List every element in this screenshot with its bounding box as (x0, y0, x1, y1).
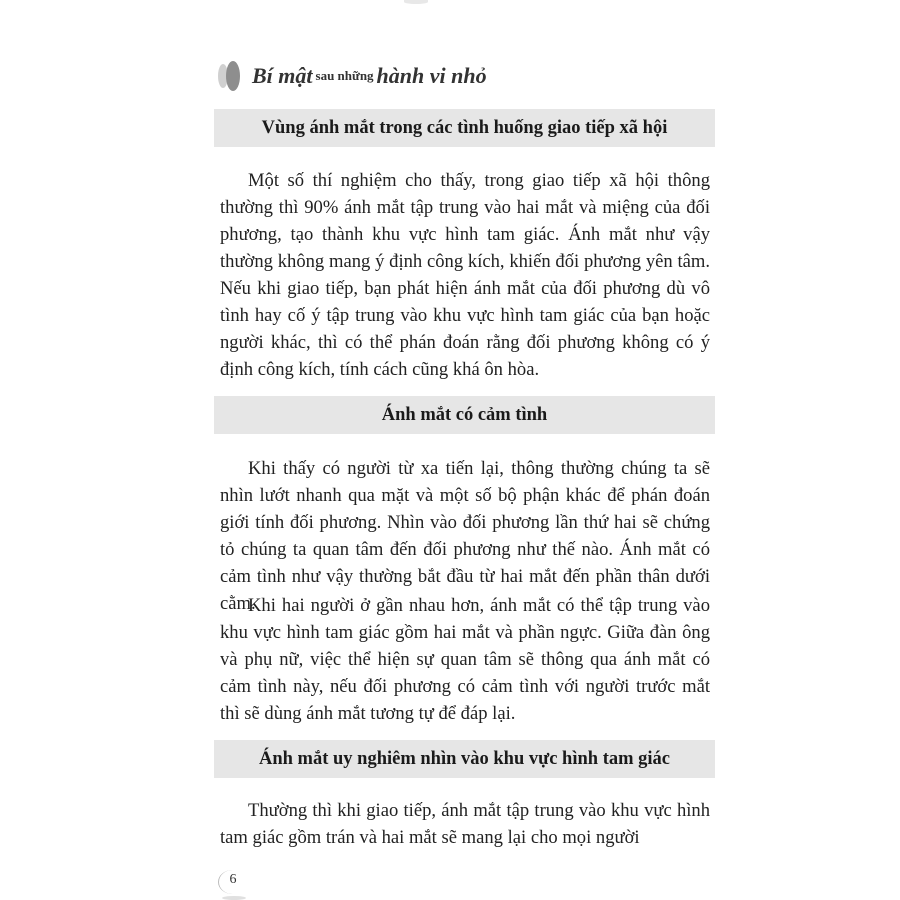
section-heading-3: Ánh mắt uy nghiêm nhìn vào khu vực hình tam giác (214, 740, 715, 778)
paragraph-3: Khi hai người ở gần nhau hơn, ánh mắt có thể tập trung vào khu vực hình tam giác gồm hai mắt và phần ngực. Giữa đàn ông và phụ nữ, việc thể hiện sự quan tâm sẽ thông qua ánh mắt có cảm tình này, nếu đối phương có cảm tình với người trước mắt thì sẽ dùng ánh mắt tương tự để đáp lại. (220, 595, 710, 724)
section-heading-2: Ánh mắt có cảm tình (214, 396, 715, 434)
section-heading-1: Vùng ánh mắt trong các tình huống giao tiếp xã hội (214, 109, 715, 147)
running-header (218, 58, 487, 94)
page-number (220, 872, 246, 892)
top-edge-mark (404, 0, 428, 4)
header-title-part1: Bí mật (252, 63, 313, 88)
paragraph-4: Thường thì khi giao tiếp, ánh mắt tập trung vào khu vực hình tam giác gồm trán và hai mắt sẽ mang lại cho mọi người (220, 800, 710, 848)
page-number-text: 6 (229, 872, 237, 887)
paragraph-1: Một số thí nghiệm cho thấy, trong giao tiếp xã hội thông thường thì 90% ánh mắt tập trung vào hai mắt và miệng của đối phương, tạo thành khu vực hình tam giác. Ánh mắt như vậy thường không mang ý định công kích, khiến đối phương yên tâm. Nếu khi giao tiếp, bạn phát hiện ánh mắt của đối phương dù vô tình hay cố ý tập trung vào khu vực hình tam giác của bạn hoặc người khác, thì có thể phán đoán rằng đối phương không có ý định công kích, tính cách cũng khá ôn hòa. (220, 170, 710, 380)
header-title-part2: sau những (315, 68, 374, 83)
header-title-part3: hành vi nhỏ (376, 63, 487, 88)
paragraph-2: Khi thấy có người từ xa tiến lại, thông thường chúng ta sẽ nhìn lướt nhanh qua mặt và một số bộ phận khác để phán đoán giới tính đối phương. Nhìn vào đối phương lần thứ hai sẽ chứng tỏ chúng ta quan tâm đến đối phương như thế nào. Ánh mắt có cảm tình như vậy thường bắt đầu từ hai mắt đến phần thân dưới cằm. (220, 458, 710, 614)
header-ornament-icon (218, 61, 244, 91)
